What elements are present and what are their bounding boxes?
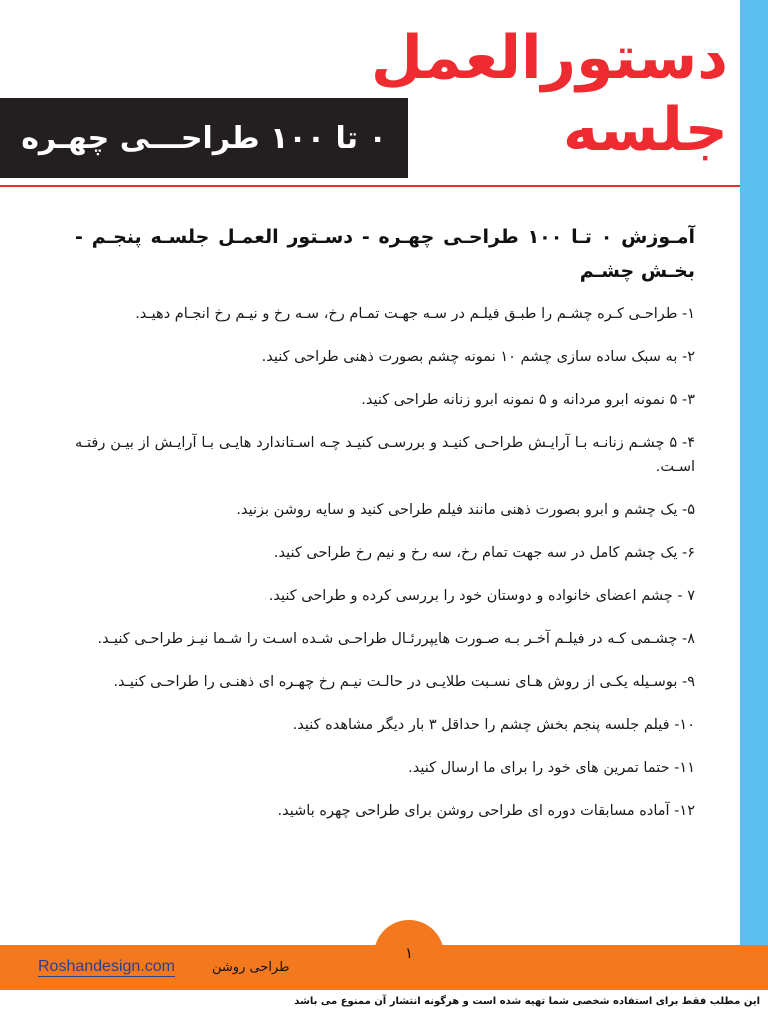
list-item: ۷ - چشم اعضای خانواده و دوستان خود را بررسی کرده و طراحی کنید.	[268, 588, 695, 604]
copyright-notice: این مطلب فقط برای استفاده شخصی شما تهیه شده است و هرگونه انتشار آن ممنوع می باشد	[294, 996, 760, 1007]
list-item: ۶- یک چشم کامل در سه جهت تمام رخ، سه رخ و نیم رخ طراحی کنید.	[273, 545, 695, 561]
header-divider	[0, 185, 740, 187]
list-item: ۴- ۵ چشـم زنانـه بـا آرایـش طراحـی کنیـد و بررسـی کنیـد چـه اسـتاندارد هایـی بـا آرایـش از بیـن رفتـه اسـت.	[75, 435, 696, 475]
instructions-section	[75, 220, 695, 842]
page-number-badge	[374, 920, 444, 990]
list-item: ۱۱- حتما تمرین های خود را برای ما ارسال کنید.	[408, 760, 695, 776]
list-item: ۳- ۵ نمونه ابرو مردانه و ۵ نمونه ابرو زنانه طراحی کنید.	[361, 392, 695, 408]
list-item: ۱۰- فیلم جلسه پنجم بخش چشم را حداقل ۳ بار دیگر مشاهده کنید.	[292, 717, 695, 733]
list-item: ۵- یک چشم و ابرو بصورت ذهنی مانند فیلم طراحی کنید و سایه روشن بزنید.	[236, 502, 695, 518]
page-number: ۱	[404, 944, 414, 962]
side-accent-bar	[740, 0, 768, 945]
list-item: ۸- چشـمی کـه در فیلـم آخـر بـه صـورت هایپررئـال طراحـی شـده اسـت را شـما نیـز طراحـی کنیـد.	[97, 631, 695, 647]
list-item: ۱۲- آماده مسابقات دوره ای طراحی روشن برای طراحی چهره باشید.	[277, 803, 695, 819]
footer-brand: طراحی روشن	[212, 960, 290, 975]
list-item: ۲- به سبک ساده سازی چشم ۱۰ نمونه چشم بصورت ذهنی طراحی کنید.	[261, 349, 695, 365]
list-item: ۱- طراحـی کـره چشـم را طبـق فیلـم در سـه جهـت تمـام رخ، سـه رخ و نیـم رخ انجـام دهیـد.	[135, 306, 695, 322]
list-item: ۹- بوسـیله یکـی از روش هـای نسـبت طلایـی در حالـت نیـم رخ چهـره ای ذهنـی را طراحـی کنیـد.	[113, 674, 695, 690]
title-line-1: دستورالعمل	[370, 23, 728, 93]
website-link[interactable]: Roshandesign.com	[38, 958, 175, 975]
course-title: ۰ تا ۱۰۰ طراحـــی چهـره	[21, 120, 387, 156]
course-title-box	[0, 98, 408, 178]
section-heading: آمـوزش ۰ تـا ۱۰۰ طراحـی چهـره - دسـتور العمـل جلسـه پنجـم - بخـش چشـم	[75, 226, 696, 282]
page-title	[368, 22, 728, 166]
title-line-2: جلسه	[562, 95, 728, 165]
